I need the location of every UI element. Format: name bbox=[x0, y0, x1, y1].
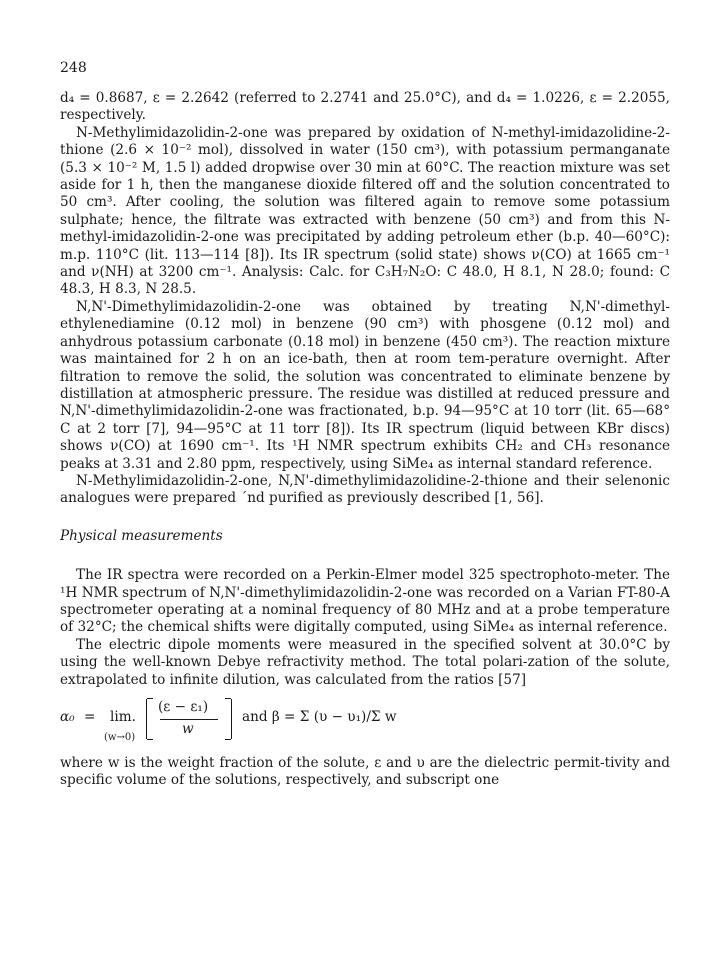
formula-lim-subscript: (w→0) bbox=[104, 732, 136, 743]
formula-alpha: α₀ bbox=[60, 709, 75, 725]
paragraph-dipole-moments: The electric dipole moments were measured in the specified solvent at 30.0°C by using the well-known Debye refractivity method. The total polari-zation of the solute, extrapolated to infinite dilution, was calculated from the ratios [57] bbox=[60, 636, 670, 688]
paragraph-methylimidazolidinone-prep: N-Methylimidazolidin-2-one was prepared by oxidation of N-methyl-imidazolidine-2-thione (2.6 × 10⁻² mol), dissolved in water (150 cm³), with potassium permanganate (5.3 × 10⁻² M, 1.5 l) added dropwise over 30 min at 60°C. The reaction mixture was set aside for 1 h, then the manganese dioxide filtered off and the solution concentrated to 50 cm³. After cooling, the solution was filtered again to remove some potassium sulphate; hence, the filtrate was extracted with benzene (50 cm³) and from this N-methyl-imidazolidin-2-one was precipitated by adding petroleum ether (b.p. 40—60°C): m.p. 110°C (lit. 113—114 [8]). Its IR spectrum (solid state) shows ν(CO) at 1665 cm⁻¹ and ν(NH) at 3200 cm⁻¹. Analysis: Calc. for C₃H₇N₂O: C 48.0, H 8.1, N 28.0; found: C 48.3, H 8.3, N 28.5. bbox=[60, 124, 670, 298]
body-text bbox=[60, 90, 670, 790]
formula-denominator: w bbox=[182, 721, 194, 737]
formula-numerator: (ε − ε₁) bbox=[158, 699, 209, 715]
paragraph-ir-nmr-spectra: The IR spectra were recorded on a Perkin-Elmer model 325 spectrophoto-meter. The ¹H NMR spectrum of N,N'-dimethylimidazolidin-2-one was recorded on a Varian FT-80-A spectrometer operating at a nominal frequency of 80 MHz and at a probe temperature of 32°C; the chemical shifts were digitally computed, using SiMe₄ as internal reference. bbox=[60, 567, 670, 636]
formula-equals: = bbox=[84, 709, 96, 725]
paragraph-where-definitions: where w is the weight fraction of the solute, ε and υ are the dielectric permit-tivity and specific volume of the solutions, respectively, and subscript one bbox=[60, 755, 670, 789]
page-number: 248 bbox=[60, 60, 87, 76]
formula-fraction-bar bbox=[160, 719, 218, 720]
formula-lim: lim. bbox=[110, 709, 136, 725]
section-heading: Physical measurements bbox=[60, 527, 223, 544]
paragraph-density-values: d₄ = 0.8687, ε = 2.2642 (referred to 2.2741 and 25.0°C), and d₄ = 1.0226, ε = 2.2055, respectively. bbox=[60, 90, 670, 124]
paragraph-analogues-prep: N-Methylimidazolidin-2-one, N,N'-dimethylimidazolidine-2-thione and their selenonic analogues were prepared ˊnd purified as previously described [1, 56]. bbox=[60, 472, 670, 507]
paragraph-dimethylimidazolidinone-prep: N,N'-Dimethylimidazolidin-2-one was obtained by treating N,N'-dimethyl-ethylenediamine (0.12 mol) in benzene (90 cm³) with phosgene (0.12 mol) and anhydrous potassium carbonate (0.18 mol) in benzene (450 cm³). The reaction mixture was maintained for 2 h on an ice-bath, then at room tem-perature overnight. After filtration to remove the solid, the solution was concentrated to eliminate benzene by distillation at atmospheric pressure. The residue was distilled at reduced pressure and N,N'-dimethylimidazolidin-2-one was fractionated, b.p. 94—95°C at 10 torr (lit. 65—68° C at 2 torr [7], 94—95°C at 11 torr [8]). Its IR spectrum (liquid between KBr discs) shows ν(CO) at 1690 cm⁻¹. Its ¹H NMR spectrum exhibits CH₂ and CH₃ resonance peaks at 3.31 and 2.80 ppm, respectively, using SiMe₄ as internal standard reference. bbox=[60, 298, 670, 472]
polarization-formula bbox=[60, 699, 670, 743]
formula-beta: and β = Σ (υ − υ₁)/Σ w bbox=[242, 709, 397, 725]
